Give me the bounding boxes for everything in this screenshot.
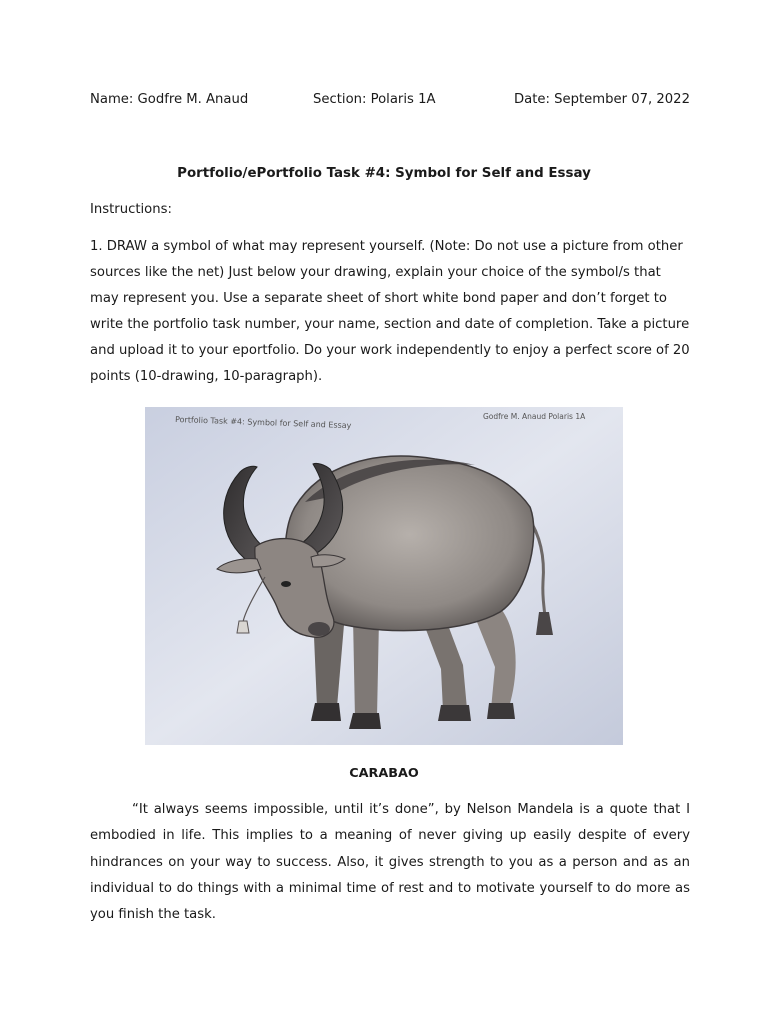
instructions-text: 1. DRAW a symbol of what may represent yourself. (Note: Do not use a picture from other sources like the net) Just below your drawing, explain your choice of the symbol/s that may represent you. Use a separate sheet of short white bond paper and don’t forget to write the portfolio task number, your name, section and date of completion. Take a picture and upload it to your eportfolio. Do your work independently to enjoy a perfect score of 20 points (10-drawing, 10-paragraph). xyxy=(90,239,690,384)
carabao-drawing xyxy=(145,407,623,745)
student-name: Name: Godfre M. Anaud xyxy=(90,92,249,107)
student-info-row xyxy=(90,92,690,112)
task-title: Portfolio/ePortfolio Task #4: Symbol for Self and Essay xyxy=(177,166,591,181)
carabao-hoof xyxy=(438,705,471,721)
instructions-label: Instructions: xyxy=(90,202,172,217)
submission-date: Date: September 07, 2022 xyxy=(514,92,690,107)
carabao-tassel xyxy=(237,621,249,633)
carabao-front-leg-right xyxy=(353,617,379,719)
carabao-nose xyxy=(308,622,330,636)
drawing-caption: CARABAO xyxy=(349,766,419,781)
carabao-hoof xyxy=(349,713,381,729)
student-section: Section: Polaris 1A xyxy=(313,92,436,107)
drawing-header-right: Godfre M. Anaud Polaris 1A xyxy=(483,412,586,421)
carabao-eye xyxy=(281,581,291,587)
drawing-header-left: Portfolio Task #4: Symbol for Self and Essay xyxy=(174,415,352,431)
essay-paragraph: “It always seems impossible, until it’s done”, by Nelson Mandela is a quote that I embodied in life. This implies to a meaning of never giving up easily despite of every hindrances on your way to success. Also, it gives strength to you as a person and as an individual to do things with a minimal time of rest and to motivate yourself to do more as you finish the task. xyxy=(90,802,690,923)
carabao-hoof xyxy=(311,703,341,721)
carabao-hoof xyxy=(487,703,515,719)
